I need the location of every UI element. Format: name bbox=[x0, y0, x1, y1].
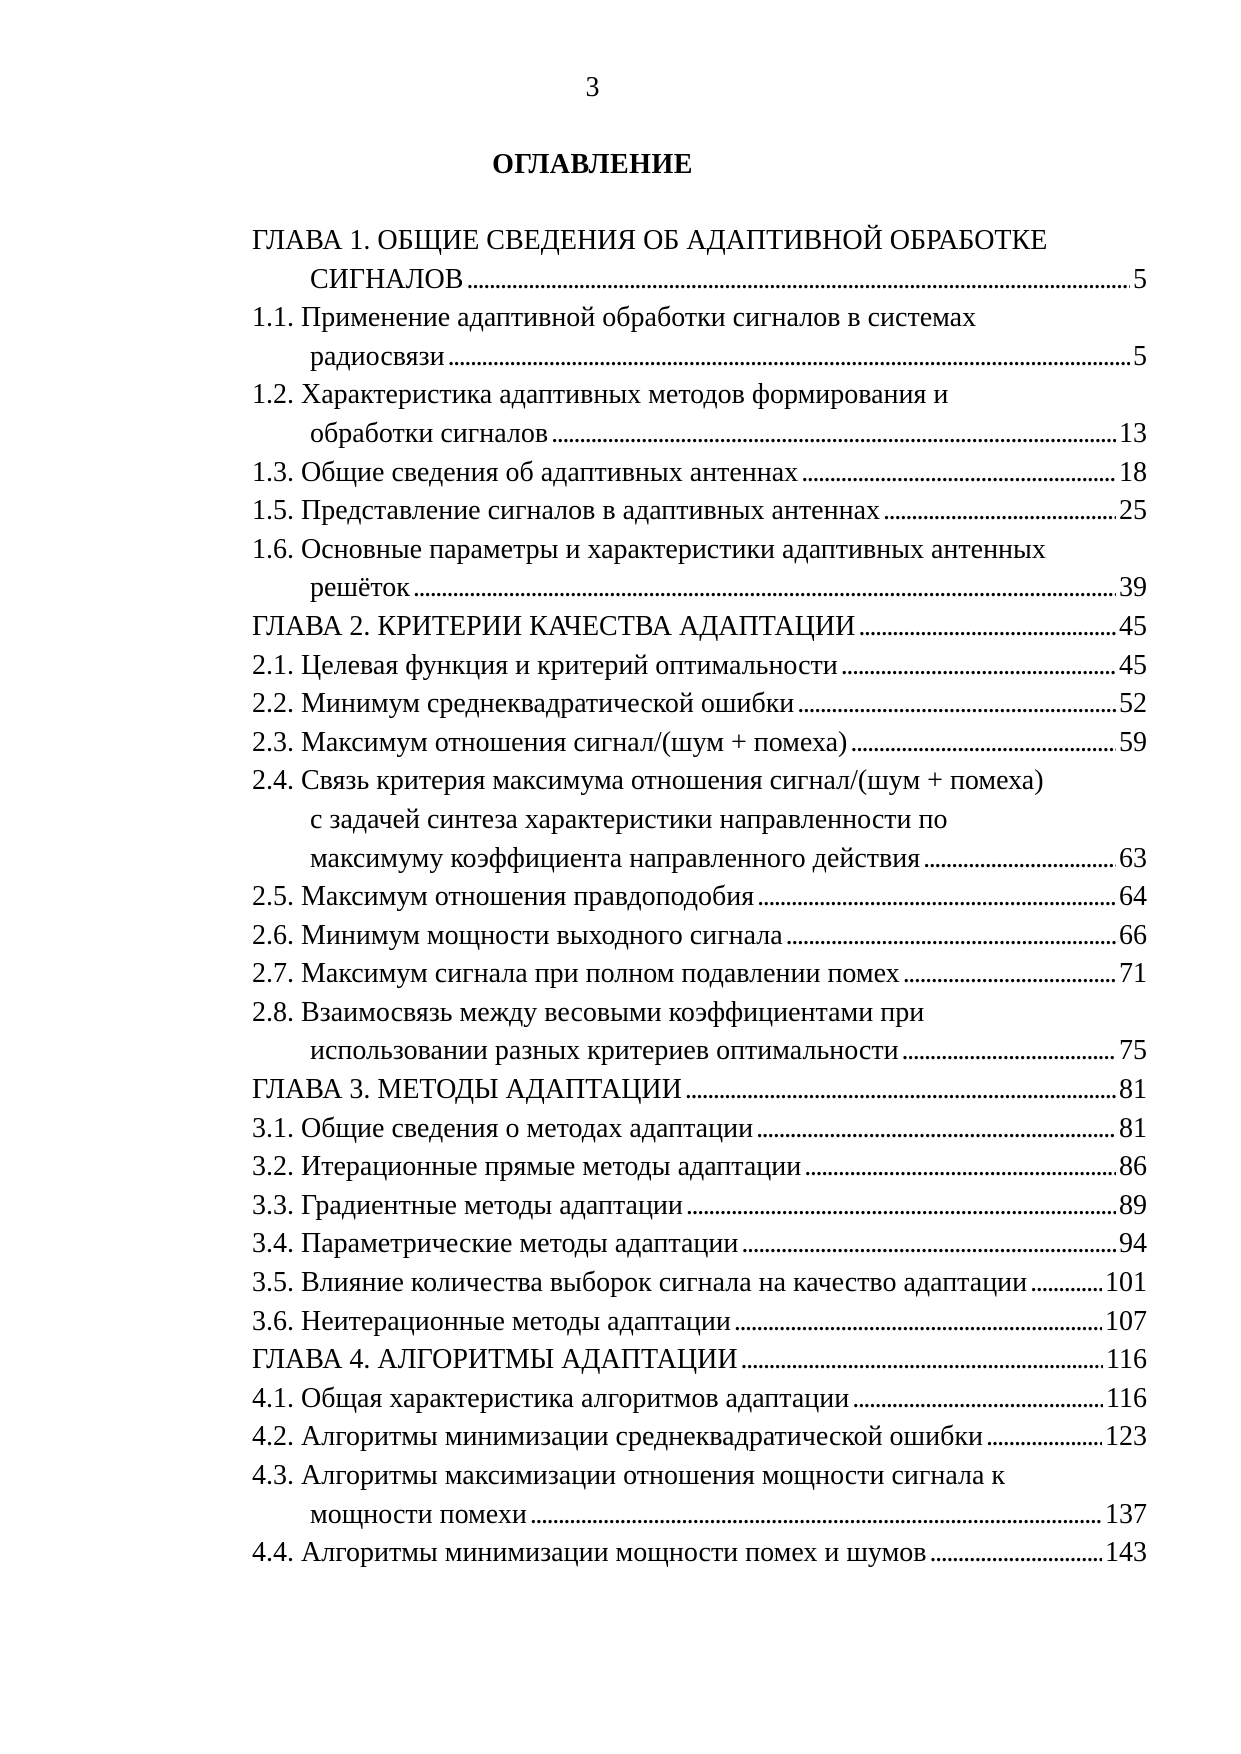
toc-page-number: 45 bbox=[1119, 610, 1147, 642]
dot-leader bbox=[413, 569, 1116, 608]
dot-leader bbox=[685, 1071, 1116, 1110]
toc-section-entry[interactable] bbox=[252, 492, 1147, 531]
toc-entry-text: ГЛАВА 2. КРИТЕРИИ КАЧЕСТВА АДАПТАЦИИ bbox=[252, 610, 856, 642]
toc-page-number: 101 bbox=[1105, 1267, 1147, 1299]
dot-leader bbox=[741, 1341, 1103, 1380]
dot-leader bbox=[466, 261, 1130, 300]
toc-entry-text: ГЛАВА 4. АЛГОРИТМЫ АДАПТАЦИИ bbox=[252, 1344, 738, 1376]
dot-leader bbox=[801, 454, 1116, 493]
toc-section-entry[interactable] bbox=[252, 762, 1147, 878]
toc-entry-text: 3.6. Неитерационные методы адаптации bbox=[252, 1305, 731, 1337]
dot-leader bbox=[858, 608, 1116, 647]
dot-leader bbox=[986, 1418, 1102, 1457]
toc-page-number: 86 bbox=[1119, 1151, 1147, 1183]
toc-page-number: 64 bbox=[1119, 881, 1147, 913]
toc-page-number: 81 bbox=[1119, 1112, 1147, 1144]
toc-page-number: 63 bbox=[1119, 842, 1147, 874]
dot-leader bbox=[850, 724, 1116, 763]
toc-entry-text: 2.1. Целевая функция и критерий оптимальности bbox=[252, 649, 838, 681]
toc-chapter-entry[interactable] bbox=[252, 1341, 1147, 1380]
dot-leader bbox=[530, 1496, 1102, 1535]
toc-section-entry[interactable] bbox=[252, 1225, 1147, 1264]
toc-section-entry[interactable] bbox=[252, 1418, 1147, 1457]
dot-leader bbox=[686, 1187, 1116, 1226]
toc-section-entry[interactable] bbox=[252, 1110, 1147, 1149]
toc-page-number: 25 bbox=[1119, 495, 1147, 527]
toc-entry-text: ГЛАВА 1. ОБЩИЕ СВЕДЕНИЯ ОБ АДАПТИВНОЙ ОБРАБОТКЕ bbox=[252, 225, 1048, 256]
toc-page-number: 107 bbox=[1105, 1305, 1147, 1337]
dot-leader bbox=[797, 685, 1116, 724]
toc-entry-text: 1.2. Характеристика адаптивных методов формирования и bbox=[252, 379, 949, 411]
toc-page-number: 18 bbox=[1119, 456, 1147, 488]
dot-leader bbox=[902, 1032, 1116, 1071]
dot-leader bbox=[903, 955, 1116, 994]
toc-entry-text: радиосвязи bbox=[310, 340, 445, 372]
toc-section-entry[interactable] bbox=[252, 299, 1147, 376]
toc-entry-text: использовании разных критериев оптимальности bbox=[310, 1035, 899, 1067]
toc-entry-text: 2.8. Взаимосвязь между весовыми коэффициентами при bbox=[252, 996, 925, 1028]
toc-entry-text: 3.2. Итерационные прямые методы адаптации bbox=[252, 1151, 802, 1183]
toc-section-entry[interactable] bbox=[252, 1534, 1147, 1573]
toc-section-entry[interactable] bbox=[252, 1187, 1147, 1226]
dot-leader bbox=[923, 840, 1116, 879]
toc-page-number: 45 bbox=[1119, 649, 1147, 681]
toc-entry-text: 2.2. Минимум среднеквадратической ошибки bbox=[252, 688, 795, 720]
toc-section-entry[interactable] bbox=[252, 531, 1147, 608]
toc-section-entry[interactable] bbox=[252, 685, 1147, 724]
toc-section-entry[interactable] bbox=[252, 917, 1147, 956]
toc-section-entry[interactable] bbox=[252, 955, 1147, 994]
toc-entry-text: 2.7. Максимум сигнала при полном подавлении помех bbox=[252, 958, 900, 990]
toc-entry-text: обработки сигналов bbox=[310, 417, 549, 449]
toc-entry-text: решёток bbox=[310, 572, 410, 604]
page-title: ОГЛАВЛЕНИЕ bbox=[492, 149, 693, 180]
dot-leader bbox=[852, 1380, 1103, 1419]
toc-page-number: 52 bbox=[1119, 688, 1147, 720]
toc-chapter-entry[interactable] bbox=[252, 608, 1147, 647]
dot-leader bbox=[841, 647, 1116, 686]
toc-entry-text: 1.1. Применение адаптивной обработки сигналов в системах bbox=[252, 302, 977, 334]
toc-chapter-entry[interactable] bbox=[252, 222, 1147, 299]
toc-entry-text: максимуму коэффициента направленного действия bbox=[310, 842, 921, 874]
toc-page-number: 81 bbox=[1119, 1074, 1147, 1106]
toc-entry-text: ГЛАВА 3. МЕТОДЫ АДАПТАЦИИ bbox=[252, 1074, 682, 1106]
dot-leader bbox=[551, 415, 1116, 454]
toc-section-entry[interactable] bbox=[252, 647, 1147, 686]
dot-leader bbox=[804, 1148, 1116, 1187]
dot-leader bbox=[741, 1225, 1116, 1264]
toc-section-entry[interactable] bbox=[252, 994, 1147, 1071]
toc-page-number: 116 bbox=[1106, 1344, 1147, 1376]
toc-page-number: 66 bbox=[1119, 919, 1147, 951]
toc-entry-text: 4.1. Общая характеристика алгоритмов адаптации bbox=[252, 1382, 850, 1414]
toc-section-entry[interactable] bbox=[252, 1148, 1147, 1187]
toc-page-number: 39 bbox=[1119, 572, 1147, 604]
toc-page-number: 71 bbox=[1119, 958, 1147, 990]
page-number: 3 bbox=[585, 72, 600, 103]
toc-section-entry[interactable] bbox=[252, 376, 1147, 453]
toc-page-number: 5 bbox=[1133, 263, 1147, 295]
toc-entry-text: 1.6. Основные параметры и характеристики адаптивных антенных bbox=[252, 533, 1046, 565]
toc-section-entry[interactable] bbox=[252, 878, 1147, 917]
toc-entry-text: 4.4. Алгоритмы минимизации мощности помех и шумов bbox=[252, 1537, 927, 1569]
toc-entry-text: 3.3. Градиентные методы адаптации bbox=[252, 1189, 683, 1221]
toc-entry-text: с задачей синтеза характеристики направленности по bbox=[310, 803, 948, 835]
toc-page-number: 123 bbox=[1105, 1421, 1147, 1453]
toc-section-entry[interactable] bbox=[252, 1457, 1147, 1534]
dot-leader bbox=[756, 1110, 1116, 1149]
toc-entry-text: 4.2. Алгоритмы минимизации среднеквадратической ошибки bbox=[252, 1421, 983, 1453]
toc-section-entry[interactable] bbox=[252, 454, 1147, 493]
toc-page-number: 89 bbox=[1119, 1189, 1147, 1221]
toc-entry-text: мощности помехи bbox=[310, 1498, 527, 1530]
toc-entry-text: 2.4. Связь критерия максимума отношения сигнал/(шум + помеха) bbox=[252, 765, 1044, 797]
toc-section-entry[interactable] bbox=[252, 724, 1147, 763]
toc-entry-text: 4.3. Алгоритмы максимизации отношения мощности сигнала к bbox=[252, 1460, 1006, 1491]
toc-chapter-entry[interactable] bbox=[252, 1071, 1147, 1110]
toc-page-number: 13 bbox=[1119, 417, 1147, 449]
toc-entry-text: СИГНАЛОВ bbox=[310, 263, 464, 295]
toc-section-entry[interactable] bbox=[252, 1380, 1147, 1419]
toc-page-number: 5 bbox=[1133, 340, 1147, 372]
toc-section-entry[interactable] bbox=[252, 1303, 1147, 1342]
dot-leader bbox=[734, 1303, 1102, 1342]
toc-entry-text: 1.3. Общие сведения об адаптивных антеннах bbox=[252, 456, 799, 488]
dot-leader bbox=[1030, 1264, 1102, 1303]
dot-leader bbox=[786, 917, 1116, 956]
dot-leader bbox=[930, 1534, 1102, 1573]
toc-page-number: 94 bbox=[1119, 1228, 1147, 1260]
toc-page-number: 59 bbox=[1119, 726, 1147, 758]
toc-entry-text: 2.3. Максимум отношения сигнал/(шум + помеха) bbox=[252, 726, 848, 758]
toc-page-number: 143 bbox=[1105, 1537, 1147, 1569]
toc-entry-text: 2.6. Минимум мощности выходного сигнала bbox=[252, 919, 783, 951]
toc-page-number: 137 bbox=[1105, 1498, 1147, 1530]
toc-entry-text: 3.5. Влияние количества выборок сигнала на качество адаптации bbox=[252, 1267, 1028, 1299]
toc-page-number: 75 bbox=[1119, 1035, 1147, 1067]
toc-page-number: 116 bbox=[1106, 1382, 1147, 1414]
table-of-contents bbox=[252, 222, 1147, 1573]
toc-entry-text: 1.5. Представление сигналов в адаптивных антеннах bbox=[252, 495, 881, 527]
toc-section-entry[interactable] bbox=[252, 1264, 1147, 1303]
toc-entry-text: 2.5. Максимум отношения правдоподобия bbox=[252, 881, 755, 913]
dot-leader bbox=[883, 492, 1116, 531]
dot-leader bbox=[757, 878, 1116, 917]
toc-entry-text: 3.1. Общие сведения о методах адаптации bbox=[252, 1112, 754, 1144]
dot-leader bbox=[448, 338, 1130, 377]
toc-entry-text: 3.4. Параметрические методы адаптации bbox=[252, 1228, 739, 1260]
